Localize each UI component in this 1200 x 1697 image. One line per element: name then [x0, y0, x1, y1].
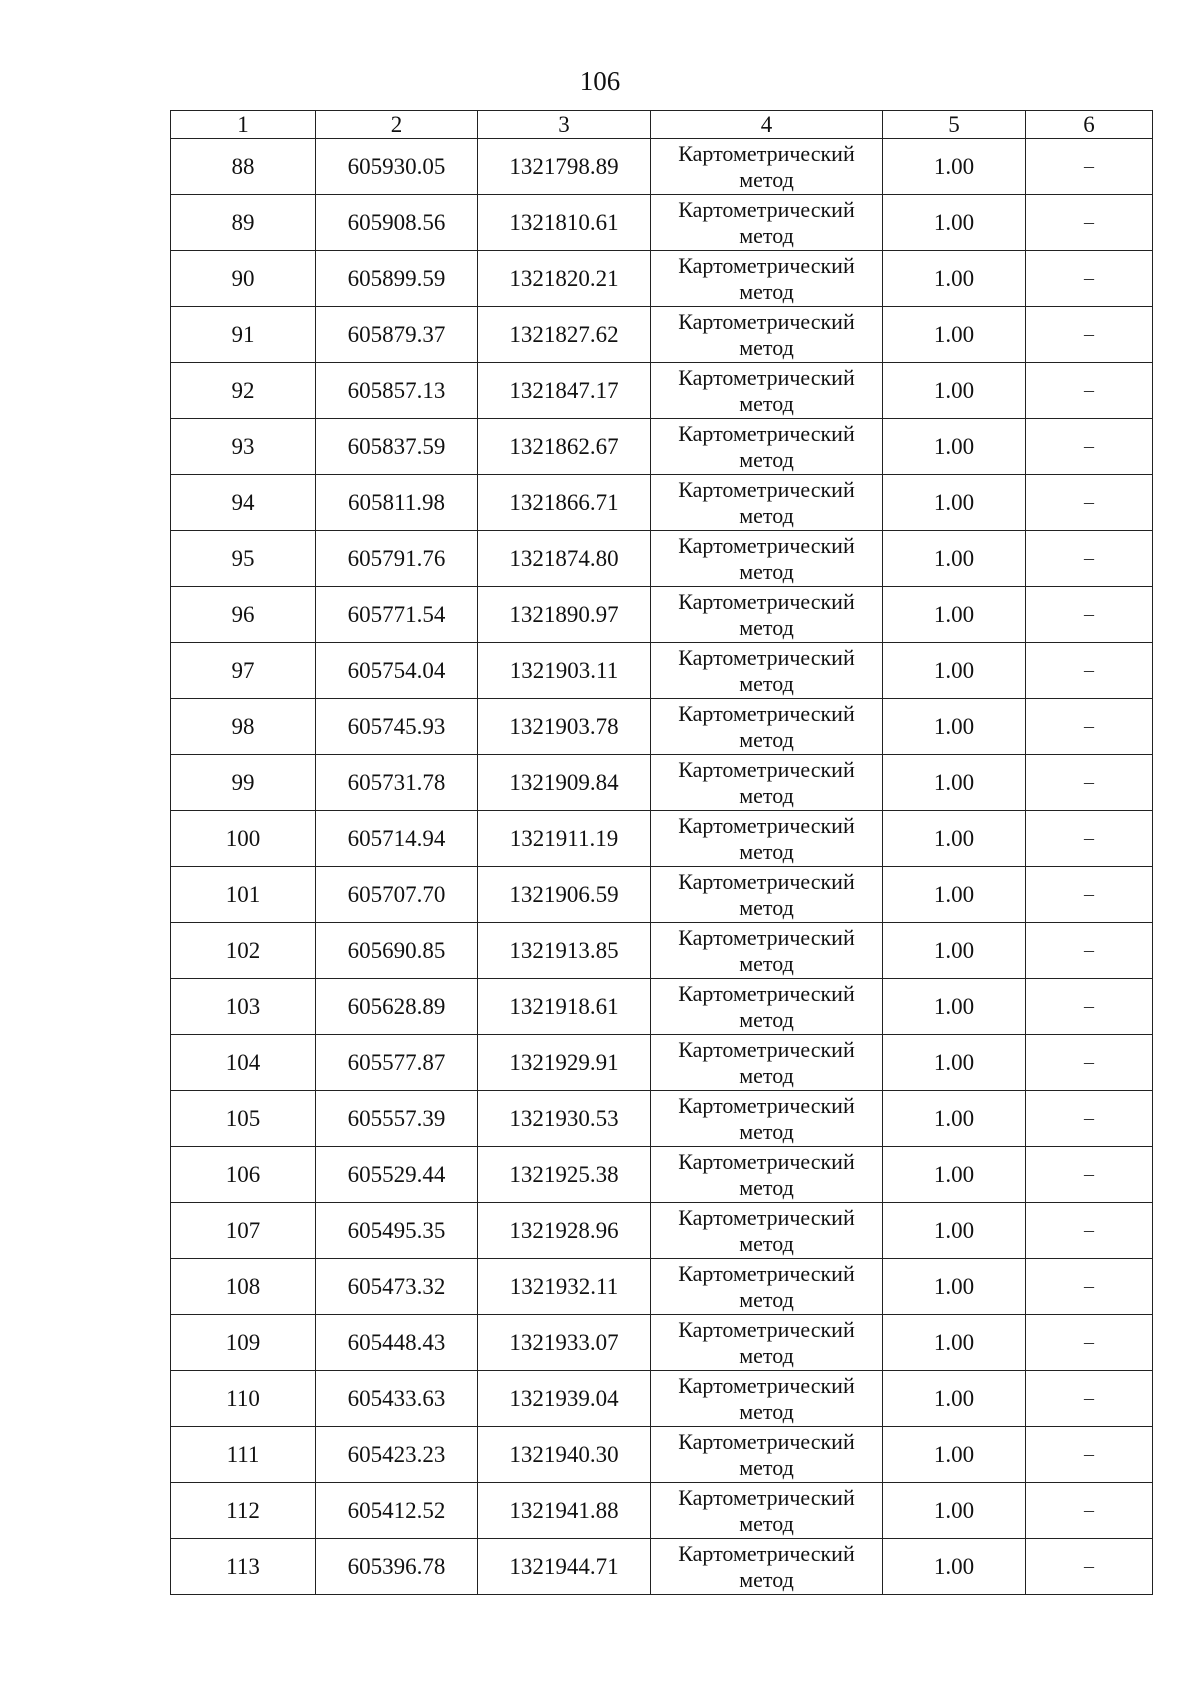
table-row [171, 755, 1153, 811]
y-coordinate-cell: 1321944.71 [478, 1539, 651, 1595]
table-row [171, 699, 1153, 755]
note-cell: – [1026, 867, 1153, 923]
point-number-cell: 101 [171, 867, 316, 923]
note-cell: – [1026, 475, 1153, 531]
point-number-cell: 90 [171, 251, 316, 307]
note-cell: – [1026, 307, 1153, 363]
y-coordinate-cell: 1321820.21 [478, 251, 651, 307]
method-cell: Картометрический метод [651, 195, 883, 251]
table-row [171, 811, 1153, 867]
table-row [171, 1147, 1153, 1203]
point-number-cell: 110 [171, 1371, 316, 1427]
precision-cell: 1.00 [883, 419, 1026, 475]
precision-cell: 1.00 [883, 251, 1026, 307]
note-cell: – [1026, 1483, 1153, 1539]
note-cell: – [1026, 1203, 1153, 1259]
y-coordinate-cell: 1321862.67 [478, 419, 651, 475]
y-coordinate-cell: 1321913.85 [478, 923, 651, 979]
method-cell: Картометрический метод [651, 1091, 883, 1147]
table-row [171, 531, 1153, 587]
point-number-cell: 106 [171, 1147, 316, 1203]
note-cell: – [1026, 587, 1153, 643]
table-row [171, 1203, 1153, 1259]
column-header-5: 5 [883, 111, 1026, 139]
coordinates-table [170, 110, 1153, 1595]
y-coordinate-cell: 1321906.59 [478, 867, 651, 923]
precision-cell: 1.00 [883, 1091, 1026, 1147]
method-cell: Картометрический метод [651, 1427, 883, 1483]
note-cell: – [1026, 699, 1153, 755]
x-coordinate-cell: 605577.87 [316, 1035, 478, 1091]
note-cell: – [1026, 1091, 1153, 1147]
method-cell: Картометрический метод [651, 307, 883, 363]
x-coordinate-cell: 605837.59 [316, 419, 478, 475]
note-cell: – [1026, 755, 1153, 811]
table-row [171, 363, 1153, 419]
y-coordinate-cell: 1321929.91 [478, 1035, 651, 1091]
precision-cell: 1.00 [883, 1483, 1026, 1539]
y-coordinate-cell: 1321866.71 [478, 475, 651, 531]
method-cell: Картометрический метод [651, 1203, 883, 1259]
x-coordinate-cell: 605495.35 [316, 1203, 478, 1259]
method-cell: Картометрический метод [651, 1539, 883, 1595]
precision-cell: 1.00 [883, 1203, 1026, 1259]
x-coordinate-cell: 605396.78 [316, 1539, 478, 1595]
precision-cell: 1.00 [883, 363, 1026, 419]
x-coordinate-cell: 605423.23 [316, 1427, 478, 1483]
point-number-cell: 103 [171, 979, 316, 1035]
point-number-cell: 112 [171, 1483, 316, 1539]
precision-cell: 1.00 [883, 195, 1026, 251]
x-coordinate-cell: 605857.13 [316, 363, 478, 419]
y-coordinate-cell: 1321928.96 [478, 1203, 651, 1259]
note-cell: – [1026, 811, 1153, 867]
y-coordinate-cell: 1321930.53 [478, 1091, 651, 1147]
x-coordinate-cell: 605690.85 [316, 923, 478, 979]
table-row [171, 1315, 1153, 1371]
precision-cell: 1.00 [883, 307, 1026, 363]
y-coordinate-cell: 1321827.62 [478, 307, 651, 363]
table-row [171, 1539, 1153, 1595]
x-coordinate-cell: 605731.78 [316, 755, 478, 811]
y-coordinate-cell: 1321918.61 [478, 979, 651, 1035]
method-cell: Картометрический метод [651, 1371, 883, 1427]
note-cell: – [1026, 979, 1153, 1035]
y-coordinate-cell: 1321933.07 [478, 1315, 651, 1371]
y-coordinate-cell: 1321941.88 [478, 1483, 651, 1539]
x-coordinate-cell: 605908.56 [316, 195, 478, 251]
note-cell: – [1026, 1259, 1153, 1315]
precision-cell: 1.00 [883, 755, 1026, 811]
point-number-cell: 99 [171, 755, 316, 811]
y-coordinate-cell: 1321810.61 [478, 195, 651, 251]
precision-cell: 1.00 [883, 475, 1026, 531]
y-coordinate-cell: 1321847.17 [478, 363, 651, 419]
point-number-cell: 97 [171, 643, 316, 699]
point-number-cell: 91 [171, 307, 316, 363]
method-cell: Картометрический метод [651, 475, 883, 531]
method-cell: Картометрический метод [651, 811, 883, 867]
precision-cell: 1.00 [883, 811, 1026, 867]
column-header-6: 6 [1026, 111, 1153, 139]
page-number: 106 [579, 66, 621, 96]
precision-cell: 1.00 [883, 1427, 1026, 1483]
precision-cell: 1.00 [883, 1315, 1026, 1371]
note-cell: – [1026, 139, 1153, 195]
column-header-2: 2 [316, 111, 478, 139]
table-row [171, 1259, 1153, 1315]
table-row [171, 251, 1153, 307]
method-cell: Картометрический метод [651, 363, 883, 419]
point-number-cell: 113 [171, 1539, 316, 1595]
method-cell: Картометрический метод [651, 699, 883, 755]
x-coordinate-cell: 605930.05 [316, 139, 478, 195]
table-row [171, 923, 1153, 979]
x-coordinate-cell: 605754.04 [316, 643, 478, 699]
note-cell: – [1026, 1035, 1153, 1091]
precision-cell: 1.00 [883, 531, 1026, 587]
method-cell: Картометрический метод [651, 643, 883, 699]
table-row [171, 979, 1153, 1035]
x-coordinate-cell: 605433.63 [316, 1371, 478, 1427]
point-number-cell: 102 [171, 923, 316, 979]
table-row [171, 419, 1153, 475]
point-number-cell: 89 [171, 195, 316, 251]
table-row [171, 1035, 1153, 1091]
point-number-cell: 95 [171, 531, 316, 587]
x-coordinate-cell: 605707.70 [316, 867, 478, 923]
method-cell: Картометрический метод [651, 139, 883, 195]
x-coordinate-cell: 605811.98 [316, 475, 478, 531]
method-cell: Картометрический метод [651, 1035, 883, 1091]
precision-cell: 1.00 [883, 1259, 1026, 1315]
y-coordinate-cell: 1321925.38 [478, 1147, 651, 1203]
x-coordinate-cell: 605791.76 [316, 531, 478, 587]
precision-cell: 1.00 [883, 979, 1026, 1035]
y-coordinate-cell: 1321903.78 [478, 699, 651, 755]
x-coordinate-cell: 605448.43 [316, 1315, 478, 1371]
note-cell: – [1026, 419, 1153, 475]
precision-cell: 1.00 [883, 1539, 1026, 1595]
point-number-cell: 109 [171, 1315, 316, 1371]
column-header-3: 3 [478, 111, 651, 139]
precision-cell: 1.00 [883, 643, 1026, 699]
point-number-cell: 93 [171, 419, 316, 475]
table-row [171, 475, 1153, 531]
method-cell: Картометрический метод [651, 1259, 883, 1315]
y-coordinate-cell: 1321940.30 [478, 1427, 651, 1483]
method-cell: Картометрический метод [651, 755, 883, 811]
x-coordinate-cell: 605529.44 [316, 1147, 478, 1203]
x-coordinate-cell: 605557.39 [316, 1091, 478, 1147]
y-coordinate-cell: 1321909.84 [478, 755, 651, 811]
table-row [171, 1091, 1153, 1147]
x-coordinate-cell: 605771.54 [316, 587, 478, 643]
note-cell: – [1026, 531, 1153, 587]
table-row [171, 1371, 1153, 1427]
method-cell: Картометрический метод [651, 531, 883, 587]
point-number-cell: 94 [171, 475, 316, 531]
note-cell: – [1026, 643, 1153, 699]
point-number-cell: 98 [171, 699, 316, 755]
method-cell: Картометрический метод [651, 979, 883, 1035]
method-cell: Картометрический метод [651, 1315, 883, 1371]
x-coordinate-cell: 605745.93 [316, 699, 478, 755]
table-header-row [171, 111, 1153, 139]
point-number-cell: 104 [171, 1035, 316, 1091]
point-number-cell: 96 [171, 587, 316, 643]
table-row [171, 643, 1153, 699]
note-cell: – [1026, 1427, 1153, 1483]
method-cell: Картометрический метод [651, 419, 883, 475]
x-coordinate-cell: 605473.32 [316, 1259, 478, 1315]
x-coordinate-cell: 605628.89 [316, 979, 478, 1035]
table-row [171, 307, 1153, 363]
note-cell: – [1026, 195, 1153, 251]
method-cell: Картометрический метод [651, 1483, 883, 1539]
point-number-cell: 105 [171, 1091, 316, 1147]
y-coordinate-cell: 1321798.89 [478, 139, 651, 195]
method-cell: Картометрический метод [651, 923, 883, 979]
precision-cell: 1.00 [883, 1147, 1026, 1203]
table-row [171, 139, 1153, 195]
table-row [171, 195, 1153, 251]
precision-cell: 1.00 [883, 699, 1026, 755]
x-coordinate-cell: 605412.52 [316, 1483, 478, 1539]
x-coordinate-cell: 605879.37 [316, 307, 478, 363]
note-cell: – [1026, 1539, 1153, 1595]
precision-cell: 1.00 [883, 587, 1026, 643]
note-cell: – [1026, 251, 1153, 307]
point-number-cell: 88 [171, 139, 316, 195]
point-number-cell: 100 [171, 811, 316, 867]
y-coordinate-cell: 1321903.11 [478, 643, 651, 699]
note-cell: – [1026, 923, 1153, 979]
column-header-1: 1 [171, 111, 316, 139]
note-cell: – [1026, 363, 1153, 419]
table-row [171, 867, 1153, 923]
table-body [171, 139, 1153, 1595]
precision-cell: 1.00 [883, 1371, 1026, 1427]
point-number-cell: 108 [171, 1259, 316, 1315]
note-cell: – [1026, 1315, 1153, 1371]
x-coordinate-cell: 605714.94 [316, 811, 478, 867]
method-cell: Картометрический метод [651, 587, 883, 643]
x-coordinate-cell: 605899.59 [316, 251, 478, 307]
method-cell: Картометрический метод [651, 1147, 883, 1203]
column-header-4: 4 [651, 111, 883, 139]
method-cell: Картометрический метод [651, 251, 883, 307]
precision-cell: 1.00 [883, 139, 1026, 195]
precision-cell: 1.00 [883, 923, 1026, 979]
table-row [171, 1483, 1153, 1539]
point-number-cell: 92 [171, 363, 316, 419]
y-coordinate-cell: 1321874.80 [478, 531, 651, 587]
table-row [171, 587, 1153, 643]
note-cell: – [1026, 1147, 1153, 1203]
precision-cell: 1.00 [883, 867, 1026, 923]
y-coordinate-cell: 1321911.19 [478, 811, 651, 867]
point-number-cell: 107 [171, 1203, 316, 1259]
note-cell: – [1026, 1371, 1153, 1427]
precision-cell: 1.00 [883, 1035, 1026, 1091]
method-cell: Картометрический метод [651, 867, 883, 923]
y-coordinate-cell: 1321932.11 [478, 1259, 651, 1315]
y-coordinate-cell: 1321939.04 [478, 1371, 651, 1427]
table-row [171, 1427, 1153, 1483]
point-number-cell: 111 [171, 1427, 316, 1483]
y-coordinate-cell: 1321890.97 [478, 587, 651, 643]
